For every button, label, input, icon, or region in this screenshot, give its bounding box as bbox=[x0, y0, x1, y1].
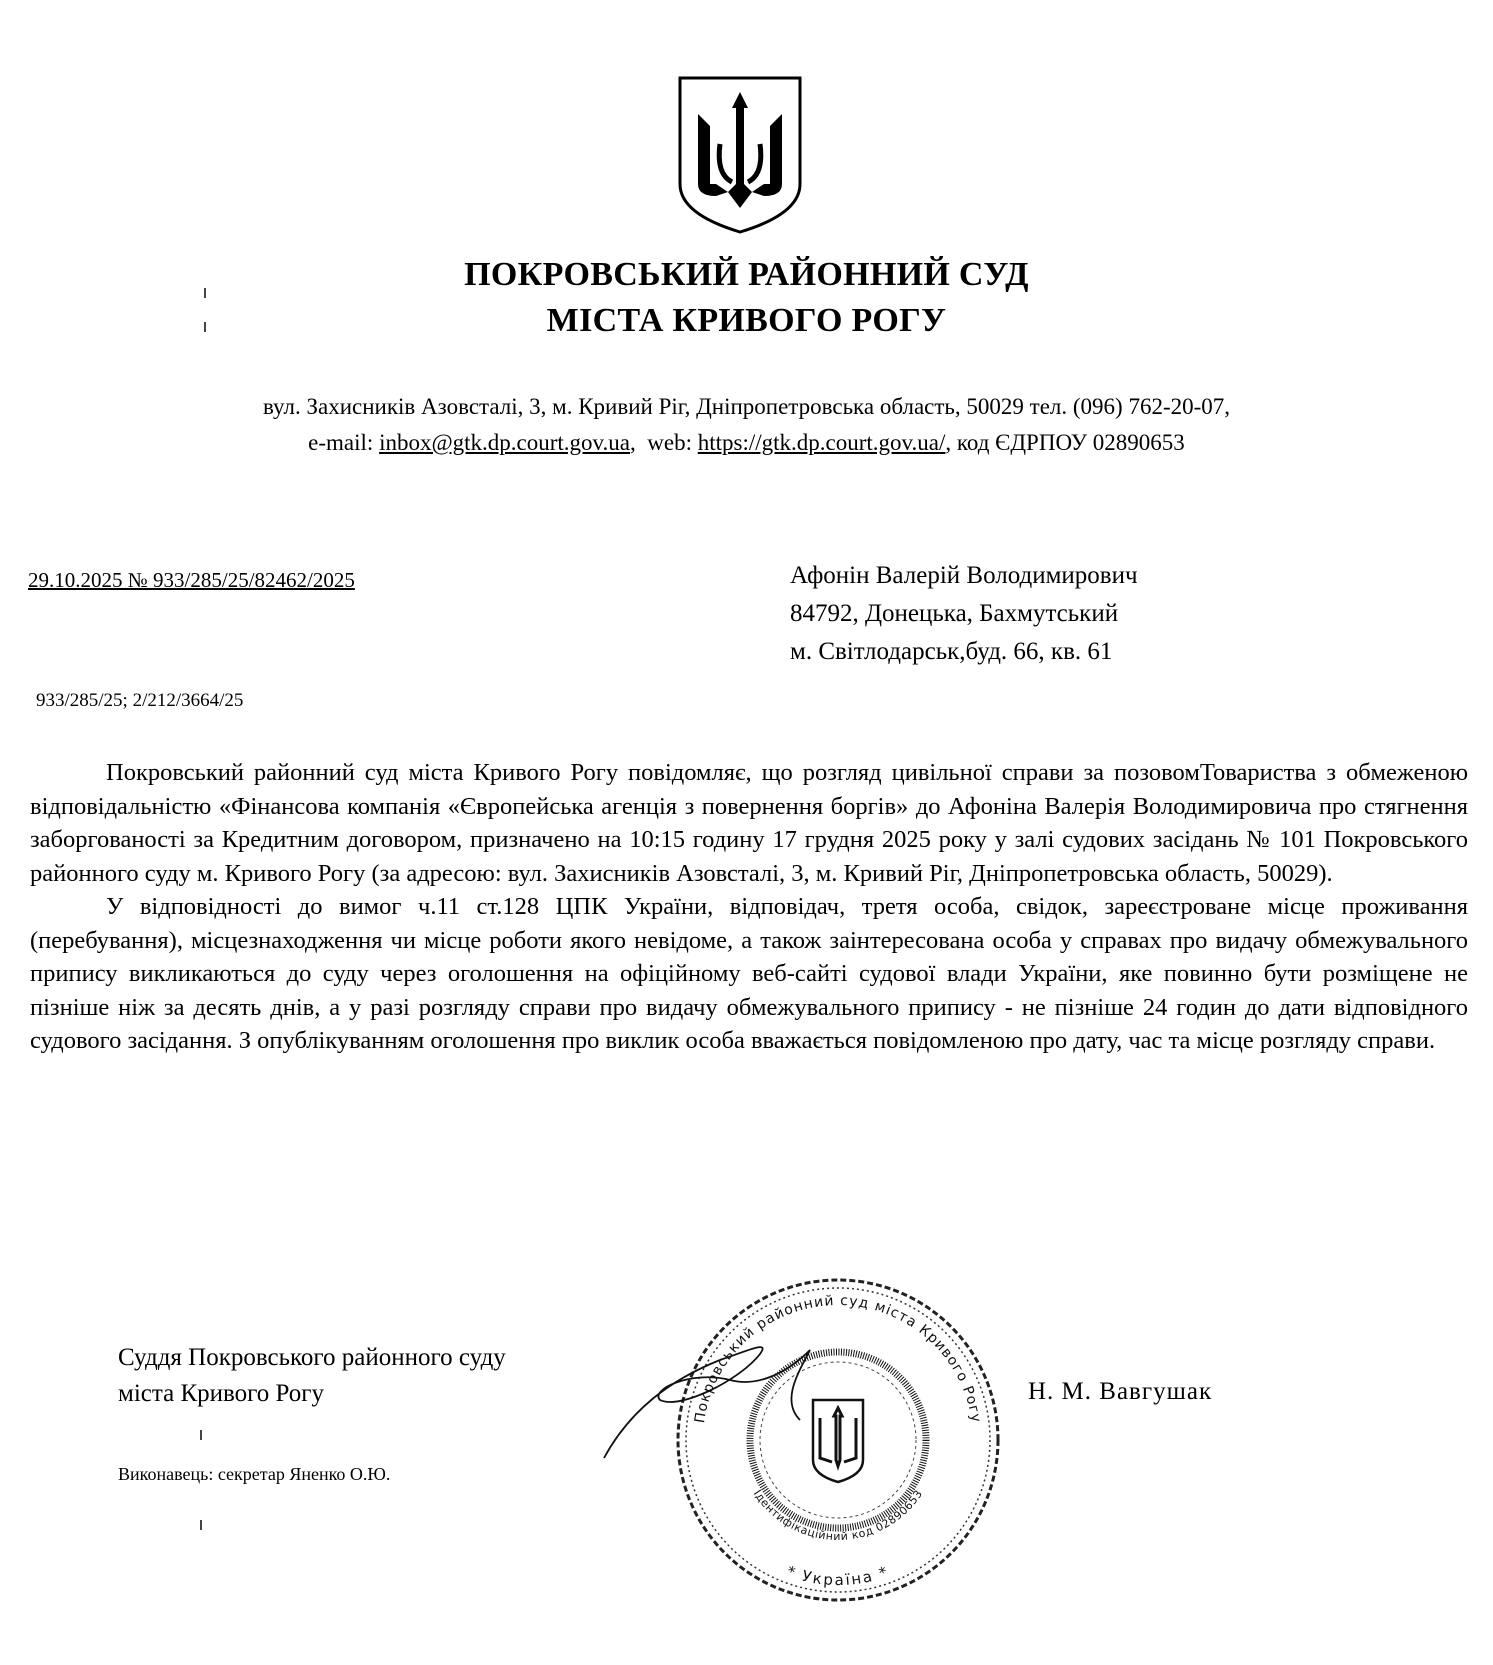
court-contacts: e-mail: inbox@gtk.dp.court.gov.ua, web: https://gtk.dp.court.gov.ua/, код ЄДРПОУ 02890653 bbox=[308, 430, 1185, 455]
scan-mark bbox=[200, 1520, 202, 1530]
executor-line: Виконавець: секретар Яненко О.Ю. bbox=[118, 1464, 391, 1484]
edrpou-code: код ЄДРПОУ 02890653 bbox=[956, 430, 1185, 455]
web-label: web: bbox=[647, 430, 692, 455]
stamp-bottom-text: * Україна * bbox=[784, 1562, 892, 1590]
handwritten-signature bbox=[600, 1330, 840, 1460]
email-link[interactable]: inbox@gtk.dp.court.gov.ua bbox=[379, 430, 630, 455]
web-link[interactable]: https://gtk.dp.court.gov.ua/ bbox=[697, 430, 946, 455]
svg-text:Ідентифікаційний код 02890653 bbox=[751, 1487, 926, 1543]
email-label: e-mail: bbox=[308, 430, 374, 455]
paragraph-hearing-notice: Покровський районний суд міста Кривого Рогу повідомляє, що розгляд цивільної справи за позовомТовариства з обмеженою відповідальністю «Фінансова компанія «Європейська агенція з повернення боргів» до Афоніна Валерія Володимировича про стягнення заборгованості за Кредитним договором, призначено на 10:15 годину 17 грудня 2025 року у залі судових засідань № 101 Покровського районного суду м. Кривого Рогу (за адресою: вул. Захисників Азовсталі, 3, м. Кривий Ріг, Дніпропетровська область, 50029). bbox=[30, 759, 1468, 887]
case-numbers: 933/285/25; 2/212/3664/25 bbox=[36, 690, 244, 711]
judge-name: Н. М. Вавгушак bbox=[1028, 1378, 1213, 1405]
stamp-outer-text: Покровський районний суд міста Кривого Рогу bbox=[692, 1292, 984, 1425]
judge-position-line2: міста Кривого Рогу bbox=[118, 1380, 325, 1407]
court-name-line1: ПОКРОВСЬКИЙ РАЙОННИЙ СУД bbox=[464, 256, 1029, 293]
letter-body bbox=[30, 756, 1468, 1058]
scan-mark bbox=[204, 322, 206, 332]
paragraph-legal-basis: У відповідності до вимог ч.11 ст.128 ЦПК України, відповідач, третя особа, свідок, зареєстроване місце проживання (перебування), місцезнаходження чи місце роботи якого невідоме, а також заінтересована особа у справах про видачу обмежувального припису викликаються до суду через оголошення на офіційному веб-сайті судової влади України, яке повинно бути розміщене не пізніше ніж за десять днів, а у разі розгляду справи про видачу обмежувального припису - не пізніше 24 годин до дати відповідного судового засідання. З опублікуванням оголошення про виклик особа вважається повідомленою про дату, час та місце розгляду справи. bbox=[30, 893, 1468, 1054]
stamp-inner-text: Ідентифікаційний код 02890653 bbox=[750, 1487, 926, 1544]
svg-text:* Україна * bbox=[784, 1562, 891, 1589]
court-address: вул. Захисників Азовсталі, 3, м. Кривий Ріг, Дніпропетровська область, 50029 тел. (096) 762-20-07, bbox=[262, 394, 1231, 419]
scan-mark bbox=[200, 1430, 202, 1440]
judge-position-line1: Суддя Покровського районного суду bbox=[118, 1344, 506, 1371]
recipient-address-line3: м. Світлодарськ,буд. 66, кв. 61 bbox=[790, 638, 1113, 665]
court-name-line2: МІСТА КРИВОГО РОГУ bbox=[546, 302, 947, 339]
recipient-address-line2: 84792, Донецька, Бахмутський bbox=[790, 600, 1119, 627]
outgoing-date-number: 29.10.2025 № 933/285/25/82462/2025 bbox=[28, 568, 355, 592]
recipient-name: Афонін Валерій Володимирович bbox=[790, 562, 1138, 589]
scan-mark bbox=[204, 288, 206, 298]
coat-of-arms-icon bbox=[676, 74, 804, 236]
